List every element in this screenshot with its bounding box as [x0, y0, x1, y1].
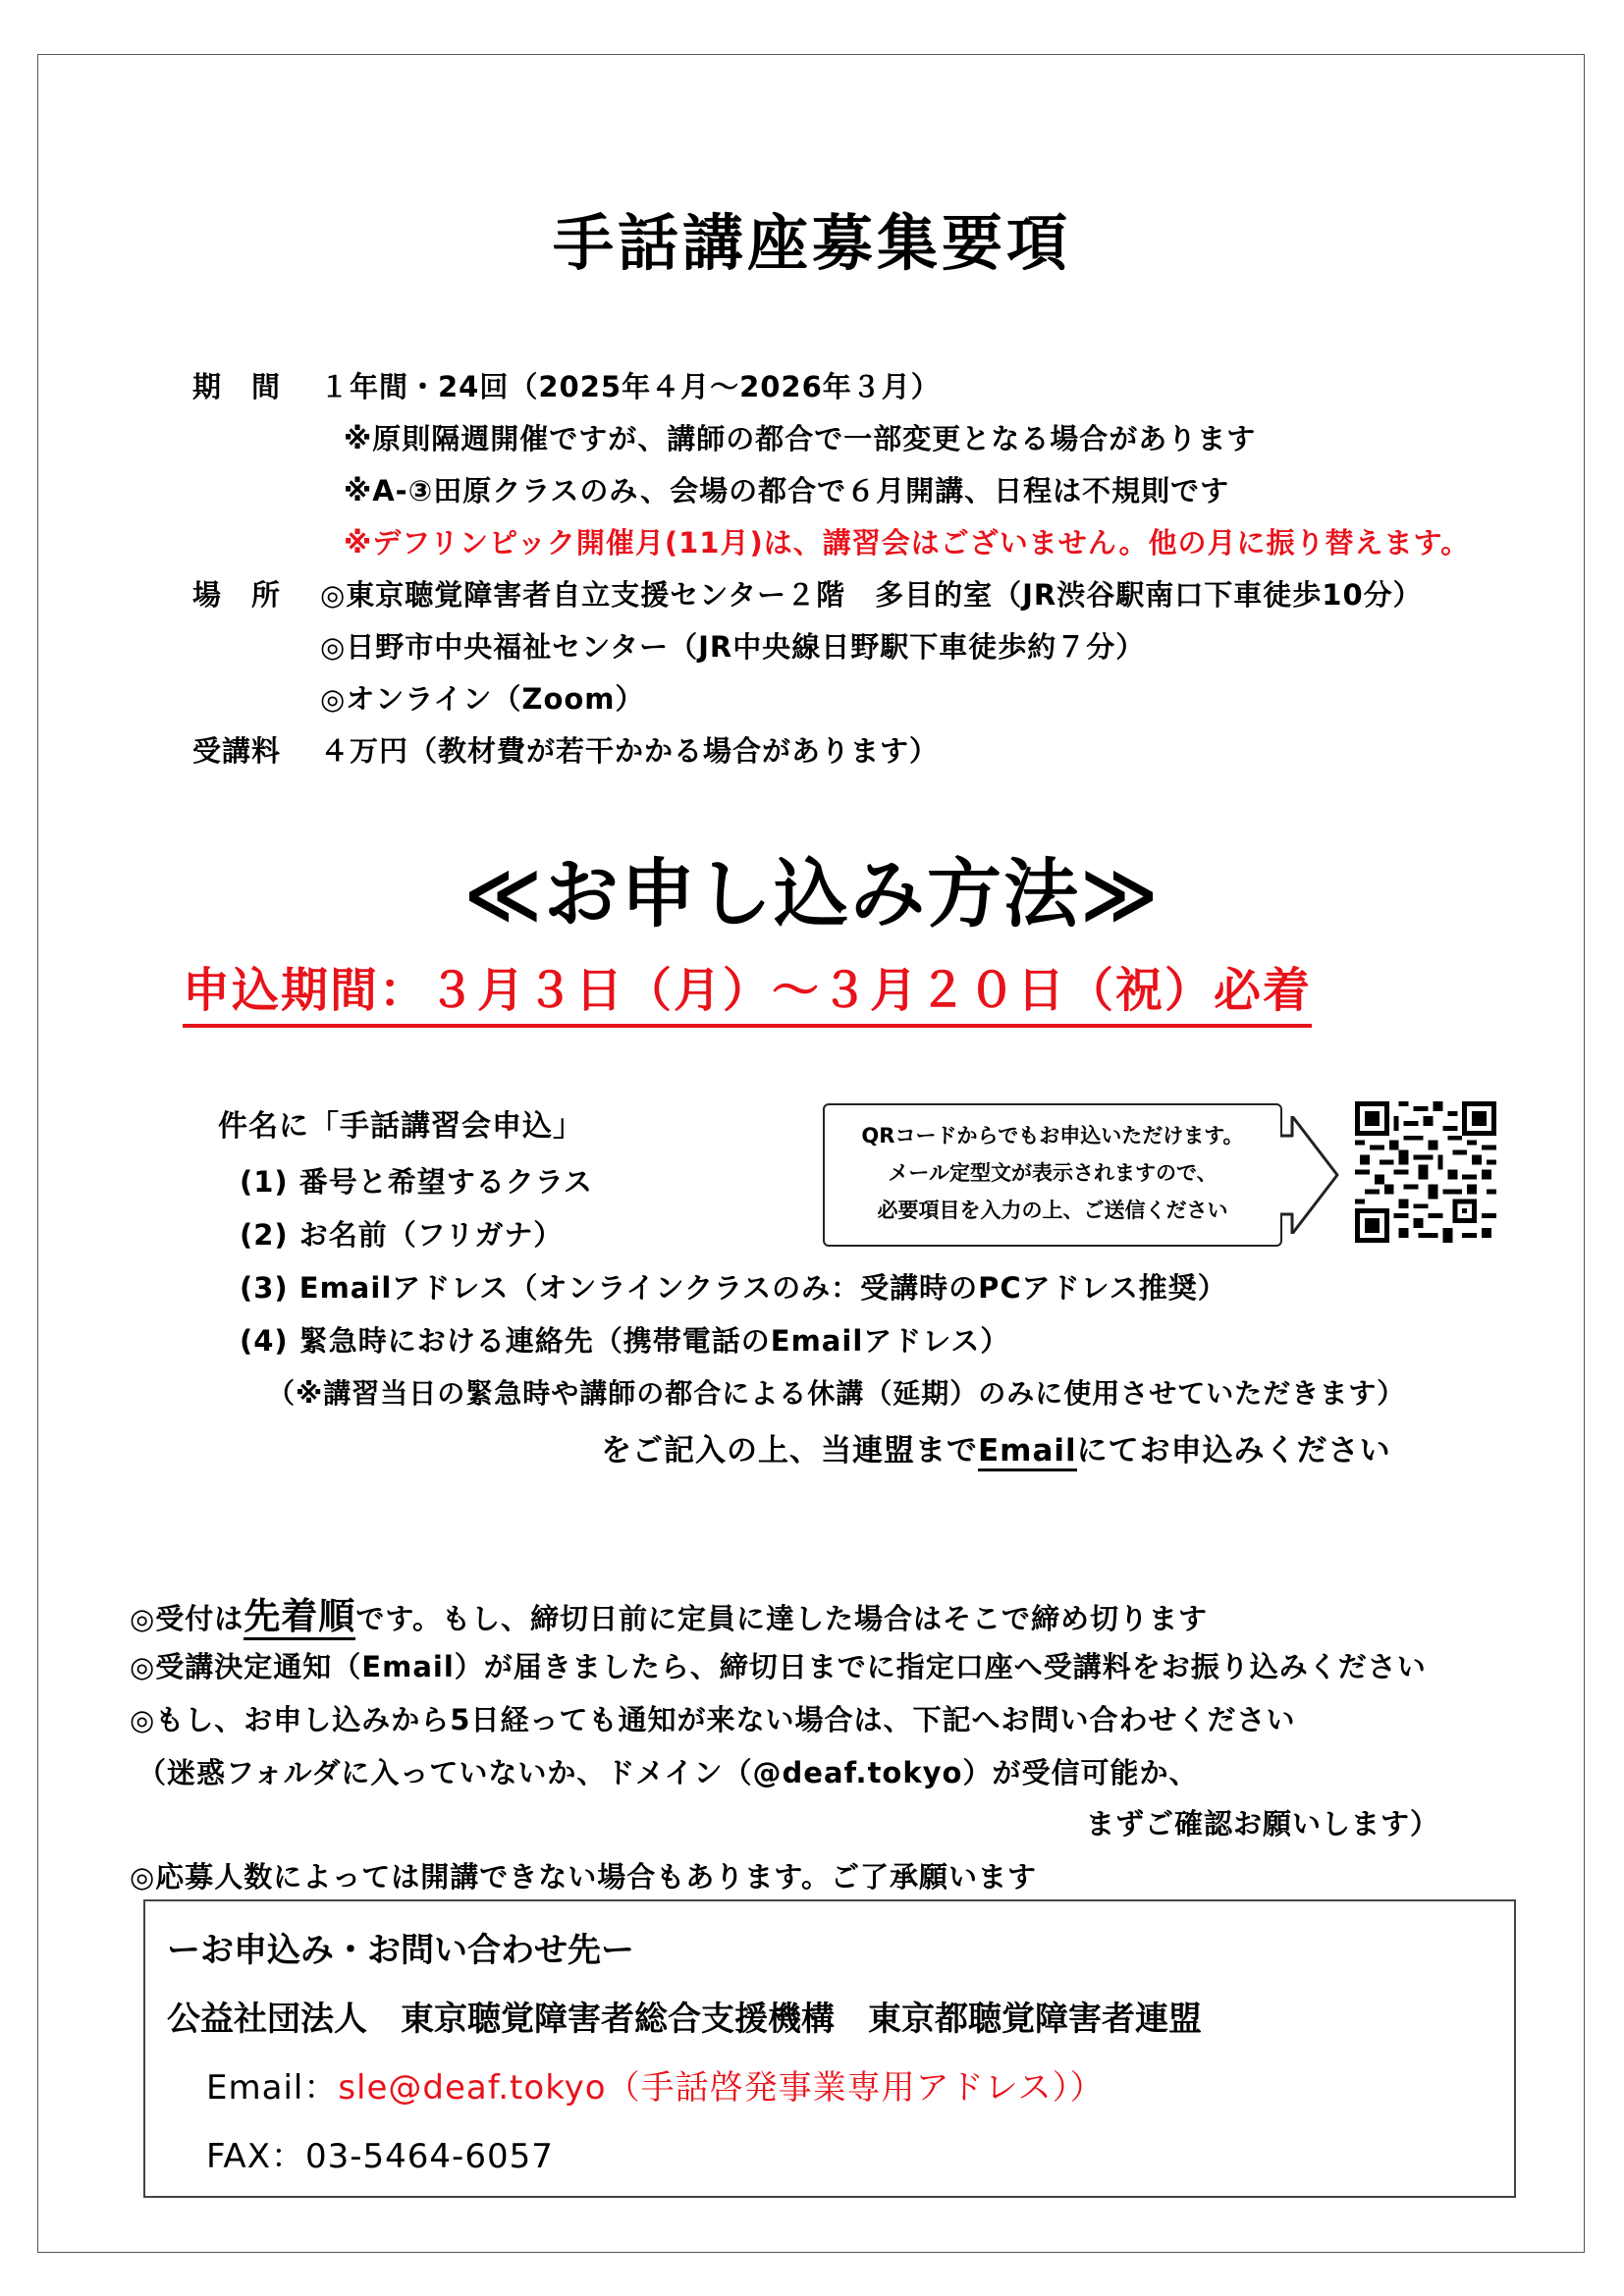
- page-title: 手話講座募集要項: [552, 207, 1071, 279]
- period-value: １年間・24回（2025年４月～2026年３月）: [320, 370, 941, 403]
- contact-email-link[interactable]: sle@deaf.tokyo（手話啓発事業専用アドレス））: [338, 2068, 1105, 2108]
- submit-email: Email: [978, 1433, 1077, 1471]
- submit-after: にてお申込みください: [1076, 1433, 1391, 1468]
- notice-3-sub-2: まずご確認お願いします）: [1086, 1807, 1440, 1841]
- contact-box: [143, 1899, 1516, 2198]
- qr-note-line-3: 必要項目を入力の上、ご送信ください: [877, 1199, 1228, 1222]
- application-deadline: 申込期間：３月３日（月）～３月２０日（祝）必着: [183, 952, 1312, 1028]
- period-row: [192, 365, 941, 405]
- notice-1-after: です。もし、締切日前に定員に達した場合はそこで締め切ります: [355, 1602, 1208, 1635]
- contact-fax: FAX：03-5464-6057: [206, 2137, 554, 2176]
- item-4: (4) 緊急時における連絡先（携帯電話のEmailアドレス）: [240, 1324, 1010, 1358]
- fee-label: 受講料: [192, 734, 282, 768]
- item-2: (2) お名前（フリガナ）: [240, 1218, 564, 1252]
- contact-email: [206, 2060, 1105, 2109]
- qr-note-line-2: メール定型文が表示されますので、: [888, 1161, 1218, 1185]
- qr-code-icon[interactable]: [1355, 1101, 1496, 1243]
- notice-2: ◎受講決定通知（Email）が届きましたら、締切日までに指定口座へ受講料をお振り込みください: [130, 1650, 1427, 1683]
- notice-1-emphasis: 先着順: [244, 1595, 355, 1640]
- contact-email-label: Email：: [206, 2068, 339, 2108]
- subject-line: 件名に「手話講習会申込」: [218, 1109, 583, 1144]
- submit-instruction: [601, 1425, 1391, 1469]
- period-note-1: ※原則隔週開催ですが、講師の都合で一部変更となる場合があります: [344, 422, 1257, 455]
- notice-3: ◎もし、お申し込みから5日経っても通知が来ない場合は、下記へお問い合わせください: [130, 1703, 1296, 1736]
- notice-1-before: ◎受付は: [130, 1602, 244, 1635]
- method-title: ≪お申し込み方法≫: [463, 850, 1161, 937]
- venue-row: [192, 573, 1423, 614]
- qr-note-line-1: QRコードからでもお申込いただけます。: [861, 1124, 1244, 1148]
- arrow-right-icon: [1280, 1116, 1341, 1234]
- contact-organization: 公益社団法人 東京聴覚障害者総合支援機構 東京都聴覚障害者連盟: [167, 2000, 1202, 2039]
- item-1: (1) 番号と希望するクラス: [240, 1165, 593, 1199]
- notice-1: [130, 1586, 1208, 1639]
- fee-row: [192, 729, 939, 770]
- items-note: （※講習当日の緊急時や講師の都合による休講（延期）のみに使用させていただきます）: [267, 1377, 1406, 1410]
- period-note-2: ※A-③田原クラスのみ、会場の都合で６月開講、日程は不規則です: [344, 474, 1230, 507]
- venue-item-3: ◎オンライン（Zoom）: [320, 682, 645, 716]
- venue-item-1: ◎東京聴覚障害者自立支援センター２階 多目的室（JR渋谷駅南口下車徒歩10分）: [320, 578, 1423, 612]
- fee-value: ４万円（教材費が若干かかる場合があります）: [320, 734, 940, 768]
- venue-label: 場 所: [192, 578, 282, 612]
- notice-4: ◎応募人数によっては開講できない場合もあります。ご了承願います: [130, 1860, 1037, 1894]
- submit-before: をご記入の上、当連盟まで: [601, 1433, 978, 1468]
- period-note-3: ※デフリンピック開催月(11月)は、講習会はございません。他の月に振り替えます。: [344, 526, 1471, 560]
- qr-note-box: [823, 1103, 1282, 1247]
- period-label: 期 間: [192, 370, 282, 403]
- contact-heading: ーお申込み・お問い合わせ先ー: [167, 1931, 634, 1970]
- item-3: (3) Emailアドレス（オンラインクラスのみ：受講時のPCアドレス推奨）: [240, 1271, 1227, 1305]
- notice-3-sub-1: （迷惑フォルダに入っていないか、ドメイン（@deaf.tokyo）が受信可能か、: [137, 1756, 1199, 1789]
- venue-item-2: ◎日野市中央福祉センター（JR中央線日野駅下車徒歩約７分）: [320, 630, 1146, 664]
